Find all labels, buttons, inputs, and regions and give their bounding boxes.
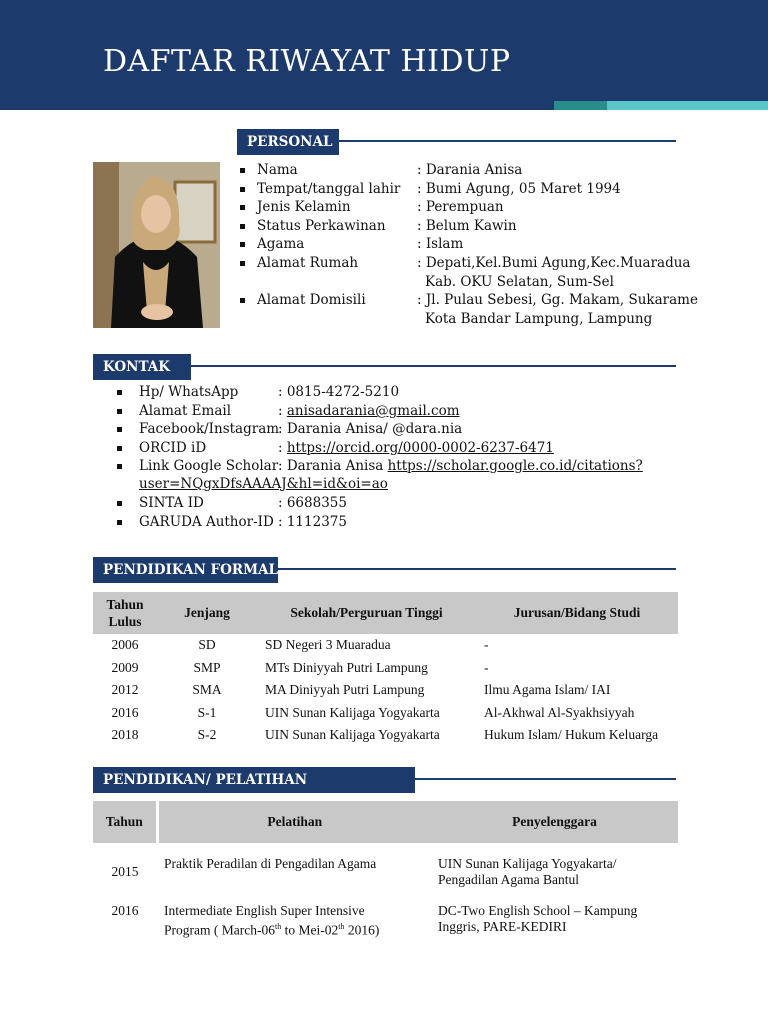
col-header-major: Jurusan/Bidang Studi <box>476 592 678 634</box>
training-name-line <box>164 919 431 939</box>
personal-value: : Perempuan <box>417 199 504 215</box>
training-body <box>93 843 678 953</box>
training-year: 2016 <box>111 903 139 918</box>
bullet-icon <box>240 168 245 173</box>
education-year: 2018 <box>111 727 139 743</box>
personal-label: Alamat Domisili <box>257 292 366 308</box>
section-pelatihan-title: PENDIDIKAN/ PELATIHAN <box>93 767 415 793</box>
kontak-link-cont[interactable]: user=NQgxDfsAAAAJ&hl=id&oi=ao <box>139 476 388 492</box>
training-row <box>93 901 678 953</box>
bullet-icon <box>117 446 122 451</box>
education-level: S-1 <box>197 704 217 720</box>
education-year: 2006 <box>111 637 139 653</box>
education-year: 2016 <box>111 704 139 720</box>
bullet-icon <box>240 187 245 192</box>
person-photo-icon <box>93 162 220 328</box>
education-major: - <box>484 637 489 653</box>
education-major: Hukum Islam/ Hukum Keluarga <box>484 727 659 743</box>
kontak-value <box>278 513 347 532</box>
section-personal-rule <box>339 140 676 142</box>
col-header-school: Sekolah/Perguruan Tinggi <box>257 592 476 634</box>
section-pendidikan-formal-title: PENDIDIKAN FORMAL <box>93 557 278 583</box>
personal-label: Tempat/tanggal lahir <box>257 181 401 197</box>
section-kontak-rule <box>191 365 676 367</box>
personal-value: : Darania Anisa <box>417 162 523 178</box>
training-name <box>157 901 431 953</box>
bullet-icon <box>117 501 122 506</box>
accent-bar-dark <box>554 101 607 110</box>
personal-label: Status Perkawinan <box>257 218 386 234</box>
col-header-organizer: Penyelenggara <box>431 801 678 843</box>
bullet-icon <box>117 464 122 469</box>
education-header-row <box>93 592 678 634</box>
training-year: 2015 <box>111 864 139 879</box>
training-row <box>93 843 678 901</box>
section-personal-title: PERSONAL <box>237 129 339 155</box>
header-banner <box>0 0 768 110</box>
education-major: Al-Akhwal Al-Syakhsiyyah <box>484 704 635 720</box>
kontak-text: : 1112375 <box>278 514 347 530</box>
bullet-icon <box>117 427 122 432</box>
training-name-line: Praktik Peradilan di Pengadilan Agama <box>164 856 377 871</box>
training-name-line: Intermediate English Super Intensive <box>164 903 365 918</box>
personal-value: : Belum Kawin <box>417 218 517 234</box>
kontak-prefix: : Darania Anisa <box>278 458 388 474</box>
personal-value: : Depati,Kel.Bumi Agung,Kec.Muaradua <box>417 255 691 271</box>
kontak-value <box>278 439 554 458</box>
kontak-value <box>278 383 399 402</box>
education-row <box>93 679 678 702</box>
kontak-label: GARUDA Author-ID <box>139 514 274 530</box>
kontak-label: Facebook/Instagram <box>139 421 280 437</box>
education-level: SMA <box>192 682 222 698</box>
organizer-line: UIN Sunan Kalijaga Yogyakarta/ <box>438 856 617 871</box>
education-school: UIN Sunan Kalijaga Yogyakarta <box>265 727 440 743</box>
col-header-training-year: Tahun <box>93 801 157 843</box>
kontak-label: Hp/ WhatsApp <box>139 384 239 400</box>
education-school: MA Diniyyah Putri Lampung <box>265 682 425 698</box>
bullet-icon <box>240 224 245 229</box>
accent-bar-light <box>607 101 768 110</box>
organizer-line: DC-Two English School – Kampung <box>438 903 638 918</box>
training-text: to Mei-02 <box>281 922 339 938</box>
col-header-year-line1: Tahun <box>106 597 144 612</box>
personal-value: : Bumi Agung, 05 Maret 1994 <box>417 181 621 197</box>
education-table <box>93 592 678 747</box>
education-level: SD <box>198 637 216 653</box>
organizer-line: Pengadilan Agama Bantul <box>438 872 579 887</box>
education-school: UIN Sunan Kalijaga Yogyakarta <box>265 704 440 720</box>
bullet-icon <box>240 205 245 210</box>
col-header-year <box>93 592 157 634</box>
kontak-label: Link Google Scholar <box>139 458 279 474</box>
kontak-value <box>278 420 462 439</box>
personal-value-cont: Kota Bandar Lampung, Lampung <box>425 311 653 327</box>
kontak-link[interactable]: anisadarania@gmail.com <box>286 403 460 419</box>
kontak-value <box>278 494 347 513</box>
bullet-icon <box>240 242 245 247</box>
education-school: SD Negeri 3 Muaradua <box>265 637 391 653</box>
kontak-link[interactable]: https://orcid.org/0000-0002-6237-6471 <box>286 440 554 456</box>
training-organizer <box>431 843 678 901</box>
training-text: 2016) <box>344 922 380 938</box>
training-sup: th <box>274 922 282 931</box>
kontak-text: : Darania Anisa/ @dara.nia <box>278 421 463 437</box>
section-pelatihan-rule <box>415 778 676 780</box>
education-year: 2012 <box>111 682 139 698</box>
bullet-icon <box>117 390 122 395</box>
training-name <box>157 843 431 901</box>
education-row <box>93 724 678 747</box>
kontak-prefix: : <box>278 440 287 456</box>
personal-label: Alamat Rumah <box>257 255 359 271</box>
personal-label: Nama <box>257 162 298 178</box>
bullet-icon <box>240 298 245 303</box>
training-sup: th <box>338 922 345 931</box>
col-header-level: Jenjang <box>157 592 257 634</box>
page-title: DAFTAR RIWAYAT HIDUP <box>103 44 511 79</box>
kontak-link[interactable]: https://scholar.google.co.id/citations? <box>387 458 643 474</box>
personal-value: : Jl. Pulau Sebesi, Gg. Makam, Sukarame <box>417 292 698 308</box>
section-kontak-title: KONTAK <box>93 354 191 380</box>
kontak-text: : 0815-4272-5210 <box>278 384 400 400</box>
bullet-icon <box>117 409 122 414</box>
personal-value: : Islam <box>417 236 464 252</box>
personal-value-cont: Kab. OKU Selatan, Sum-Sel <box>425 274 614 290</box>
training-text: Program ( March-06 <box>164 922 275 938</box>
training-header-row <box>93 801 678 843</box>
education-school: MTs Diniyyah Putri Lampung <box>265 659 428 675</box>
bullet-icon <box>117 520 122 525</box>
personal-label: Agama <box>257 236 305 252</box>
kontak-label: ORCID iD <box>139 440 207 456</box>
section-pendidikan-formal-rule <box>278 568 676 570</box>
kontak-text: : 6688355 <box>278 495 347 511</box>
personal-label: Jenis Kelamin <box>257 199 351 215</box>
col-header-training: Pelatihan <box>157 801 431 843</box>
organizer-line: Inggris, PARE-KEDIRI <box>438 919 567 934</box>
bullet-icon <box>240 261 245 266</box>
profile-photo <box>93 162 220 328</box>
education-body <box>93 634 678 747</box>
education-row <box>93 702 678 725</box>
education-major: Ilmu Agama Islam/ IAI <box>484 682 611 698</box>
education-level: SMP <box>193 659 221 675</box>
training-organizer <box>431 901 678 953</box>
kontak-value <box>278 457 643 476</box>
education-major: - <box>484 659 489 675</box>
education-row <box>93 657 678 680</box>
education-year: 2009 <box>111 659 139 675</box>
col-header-year-line2: Lulus <box>108 614 142 629</box>
education-level: S-2 <box>197 727 217 743</box>
kontak-prefix: : <box>278 403 287 419</box>
kontak-label: Alamat Email <box>139 403 232 419</box>
kontak-label: SINTA ID <box>139 495 204 511</box>
training-table <box>93 801 678 953</box>
kontak-value <box>278 402 460 421</box>
education-row <box>93 634 678 657</box>
